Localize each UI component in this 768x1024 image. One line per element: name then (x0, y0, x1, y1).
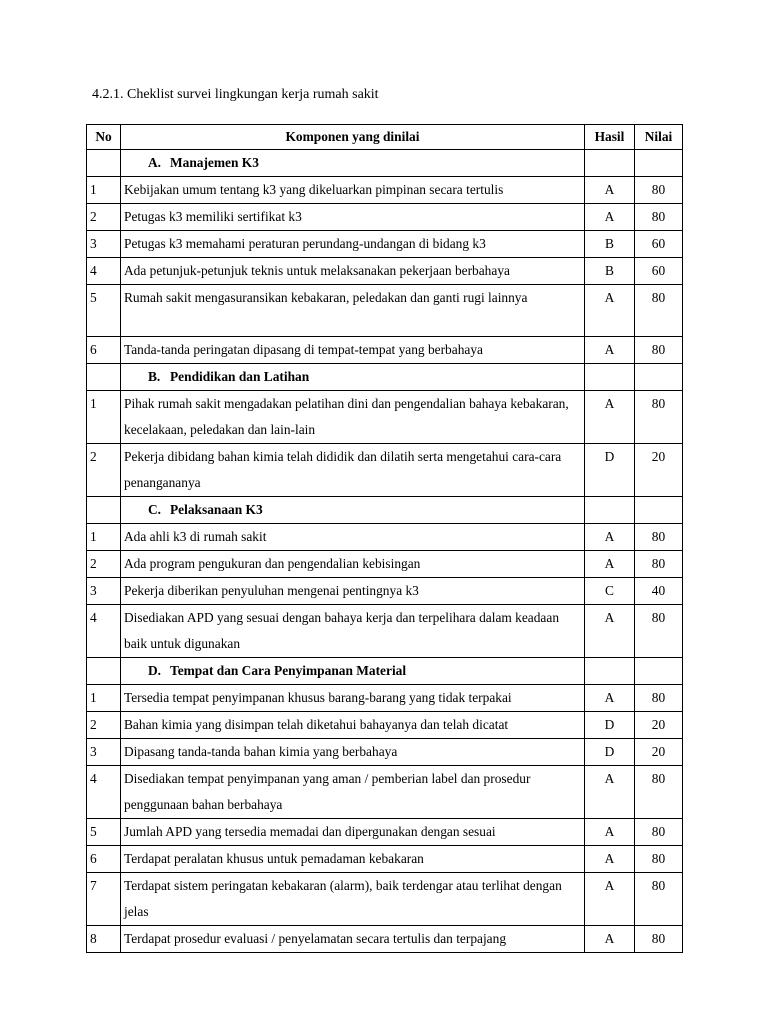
page-heading: 4.2.1. Cheklist survei lingkungan kerja rumah sakit (92, 87, 379, 102)
row-no: 1 (87, 524, 121, 551)
row-component: Ada ahli k3 di rumah sakit (121, 524, 585, 551)
section-hasil-cell (585, 364, 635, 391)
section-title: Pelaksanaan K3 (170, 502, 263, 517)
row-nilai: 80 (635, 524, 683, 551)
table-row (87, 578, 683, 605)
table-row (87, 605, 683, 658)
row-component: Pekerja diberikan penyuluhan mengenai pentingnya k3 (121, 578, 585, 605)
row-hasil: A (585, 337, 635, 364)
row-hasil: A (585, 926, 635, 953)
table-row (87, 285, 683, 337)
table-row (87, 685, 683, 712)
row-nilai: 80 (635, 391, 683, 444)
row-no: 2 (87, 551, 121, 578)
column-header-nilai: Nilai (635, 125, 683, 150)
row-hasil: A (585, 551, 635, 578)
row-component: Ada program pengukuran dan pengendalian kebisingan (121, 551, 585, 578)
row-hasil: A (585, 391, 635, 444)
section-no-cell (87, 150, 121, 177)
section-hasil-cell (585, 150, 635, 177)
row-nilai: 60 (635, 258, 683, 285)
row-hasil: A (585, 177, 635, 204)
row-component: Terdapat prosedur evaluasi / penyelamatan secara tertulis dan terpajang (121, 926, 585, 953)
table-row (87, 873, 683, 926)
row-no: 1 (87, 391, 121, 444)
table-row (87, 337, 683, 364)
row-nilai: 80 (635, 337, 683, 364)
row-hasil: A (585, 685, 635, 712)
column-header-hasil: Hasil (585, 125, 635, 150)
row-component: Terdapat peralatan khusus untuk pemadaman kebakaran (121, 846, 585, 873)
section-title-cell (121, 658, 585, 685)
section-title: Pendidikan dan Latihan (170, 369, 310, 384)
row-no: 3 (87, 739, 121, 766)
row-no: 8 (87, 926, 121, 953)
row-no: 6 (87, 846, 121, 873)
row-nilai: 80 (635, 551, 683, 578)
row-no: 6 (87, 337, 121, 364)
row-nilai: 80 (635, 685, 683, 712)
column-header-no: No (87, 125, 121, 150)
row-component: Pekerja dibidang bahan kimia telah dididik dan dilatih serta mengetahui cara-cara penangananya (121, 444, 585, 497)
row-nilai: 60 (635, 231, 683, 258)
checklist-table (86, 124, 683, 953)
row-component: Dipasang tanda-tanda bahan kimia yang berbahaya (121, 739, 585, 766)
row-no: 2 (87, 204, 121, 231)
section-row (87, 150, 683, 177)
row-component: Rumah sakit mengasuransikan kebakaran, peledakan dan ganti rugi lainnya (121, 285, 585, 337)
row-hasil: A (585, 524, 635, 551)
section-no-cell (87, 658, 121, 685)
row-hasil: A (585, 285, 635, 337)
table-row (87, 766, 683, 819)
section-letter: C. (148, 502, 162, 517)
row-no: 5 (87, 285, 121, 337)
table-row (87, 444, 683, 497)
row-nilai: 80 (635, 846, 683, 873)
row-no: 4 (87, 605, 121, 658)
column-header-component: Komponen yang dinilai (121, 125, 585, 150)
row-nilai: 40 (635, 578, 683, 605)
row-component: Bahan kimia yang disimpan telah diketahui bahayanya dan telah dicatat (121, 712, 585, 739)
section-title: Manajemen K3 (170, 155, 259, 170)
row-nilai: 80 (635, 605, 683, 658)
section-row (87, 497, 683, 524)
row-nilai: 80 (635, 873, 683, 926)
row-component: Disediakan tempat penyimpanan yang aman / pemberian label dan prosedur penggunaan bahan berbahaya (121, 766, 585, 819)
row-no: 4 (87, 766, 121, 819)
row-no: 2 (87, 444, 121, 497)
table-row (87, 177, 683, 204)
row-nilai: 80 (635, 926, 683, 953)
table-row (87, 524, 683, 551)
section-row (87, 658, 683, 685)
row-hasil: D (585, 712, 635, 739)
row-nilai: 20 (635, 712, 683, 739)
row-nilai: 80 (635, 204, 683, 231)
row-hasil: A (585, 846, 635, 873)
row-component: Disediakan APD yang sesuai dengan bahaya kerja dan terpelihara dalam keadaan baik untuk digunakan (121, 605, 585, 658)
section-letter: D. (148, 663, 162, 678)
row-nilai: 80 (635, 285, 683, 337)
row-nilai: 80 (635, 766, 683, 819)
table-row (87, 846, 683, 873)
row-component: Pihak rumah sakit mengadakan pelatihan dini dan pengendalian bahaya kebakaran, kecelakaan, peledakan dan lain-lain (121, 391, 585, 444)
table-row (87, 712, 683, 739)
table-row (87, 926, 683, 953)
table-header-row (87, 125, 683, 150)
row-hasil: A (585, 204, 635, 231)
table-row (87, 739, 683, 766)
row-hasil: A (585, 605, 635, 658)
row-hasil: A (585, 819, 635, 846)
section-nilai-cell (635, 364, 683, 391)
table-row (87, 258, 683, 285)
section-title: Tempat dan Cara Penyimpanan Material (170, 663, 407, 678)
row-component: Petugas k3 memahami peraturan perundang-undangan di bidang k3 (121, 231, 585, 258)
row-hasil: B (585, 258, 635, 285)
section-nilai-cell (635, 497, 683, 524)
table-row (87, 204, 683, 231)
section-letter: A. (148, 155, 162, 170)
section-hasil-cell (585, 658, 635, 685)
section-title-cell (121, 150, 585, 177)
row-no: 1 (87, 685, 121, 712)
row-nilai: 80 (635, 819, 683, 846)
row-hasil: C (585, 578, 635, 605)
checklist-body (87, 150, 683, 953)
row-no: 3 (87, 231, 121, 258)
row-component: Tersedia tempat penyimpanan khusus barang-barang yang tidak terpakai (121, 685, 585, 712)
row-no: 4 (87, 258, 121, 285)
table-row (87, 391, 683, 444)
table-row (87, 819, 683, 846)
row-component: Terdapat sistem peringatan kebakaran (alarm), baik terdengar atau terlihat dengan jelas (121, 873, 585, 926)
section-no-cell (87, 364, 121, 391)
section-no-cell (87, 497, 121, 524)
row-no: 2 (87, 712, 121, 739)
row-no: 7 (87, 873, 121, 926)
table-row (87, 231, 683, 258)
section-nilai-cell (635, 150, 683, 177)
section-title-cell (121, 364, 585, 391)
row-component: Jumlah APD yang tersedia memadai dan dipergunakan dengan sesuai (121, 819, 585, 846)
row-no: 1 (87, 177, 121, 204)
row-component: Kebijakan umum tentang k3 yang dikeluarkan pimpinan secara tertulis (121, 177, 585, 204)
table-row (87, 551, 683, 578)
section-row (87, 364, 683, 391)
row-nilai: 20 (635, 444, 683, 497)
row-no: 5 (87, 819, 121, 846)
row-nilai: 20 (635, 739, 683, 766)
section-title-cell (121, 497, 585, 524)
row-hasil: B (585, 231, 635, 258)
row-hasil: A (585, 766, 635, 819)
row-component: Tanda-tanda peringatan dipasang di tempat-tempat yang berbahaya (121, 337, 585, 364)
row-hasil: D (585, 444, 635, 497)
row-no: 3 (87, 578, 121, 605)
row-component: Petugas k3 memiliki sertifikat k3 (121, 204, 585, 231)
row-hasil: D (585, 739, 635, 766)
row-nilai: 80 (635, 177, 683, 204)
section-nilai-cell (635, 658, 683, 685)
section-letter: B. (148, 369, 161, 384)
row-component: Ada petunjuk-petunjuk teknis untuk melaksanakan pekerjaan berbahaya (121, 258, 585, 285)
section-hasil-cell (585, 497, 635, 524)
row-hasil: A (585, 873, 635, 926)
